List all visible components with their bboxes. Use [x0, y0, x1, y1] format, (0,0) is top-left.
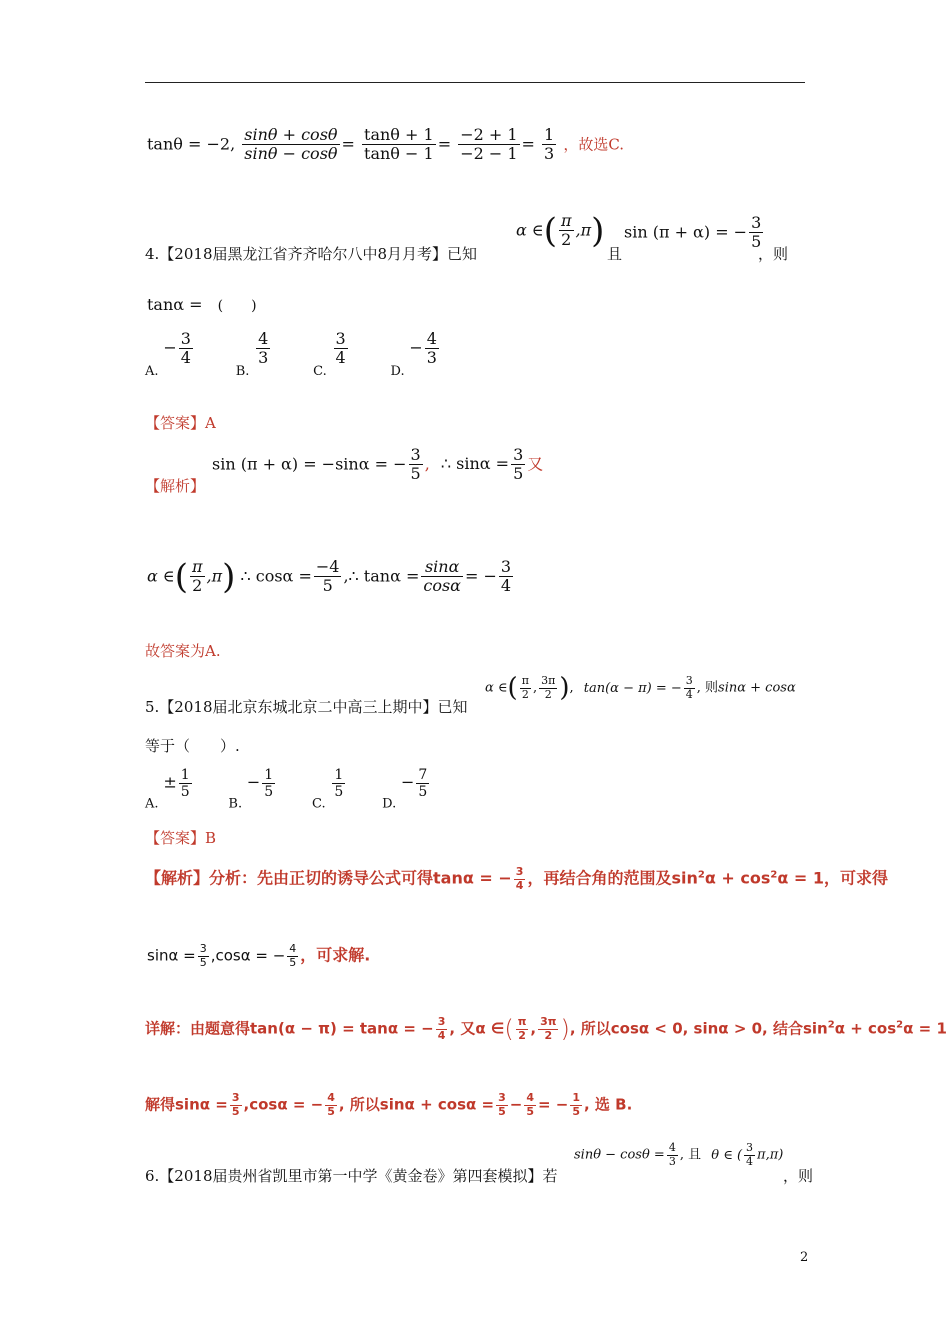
frac-numerator: 4	[668, 1141, 676, 1154]
detail-text: α = 1	[903, 1019, 947, 1038]
q4-option-a	[145, 330, 195, 378]
q5-analysis-line1	[145, 866, 888, 892]
frac-numerator: 3π	[541, 674, 556, 687]
frac-denominator: 2	[192, 576, 203, 596]
alpha-in: α ∈	[147, 566, 175, 586]
frac-denominator: 5	[180, 784, 190, 801]
q4-option-b	[236, 330, 273, 378]
frac-denominator: 2	[544, 687, 552, 701]
tan-expr: tan(α − π) = −	[583, 680, 682, 696]
frac-denominator: 2	[518, 1028, 526, 1042]
frac-denominator: cosα	[423, 576, 461, 596]
frac-numerator: 3	[500, 557, 512, 576]
top-equation-line: tanθ = −2, $\frac{\sin\theta + \cos\theta}{\sin\theta - \cos\theta}$ = $\frac{\tan\theta + 1}{\tan\theta - 1}$ = $\frac{-2 + 1}{-2 - 1}$ = $\frac{1}{3}$ ，故选C.	[147, 125, 625, 164]
frac-numerator: sinα	[421, 558, 463, 577]
frac-numerator: 3	[231, 1091, 240, 1104]
q5-answer: 【答案】B	[145, 829, 217, 847]
q5-option-b	[228, 767, 277, 811]
frac-denominator: 3	[258, 348, 269, 368]
frac-numerator: 3	[751, 213, 762, 232]
sin-expr: sin (π + α) = −	[624, 222, 748, 242]
q5-option-a	[145, 767, 194, 811]
option-label: D.	[382, 796, 397, 812]
frac-denominator: 2	[561, 230, 572, 250]
frac-denominator: 5	[334, 784, 344, 801]
frac-numerator: 1	[572, 1091, 581, 1104]
frac-numerator: 1	[544, 125, 555, 144]
frac-numerator: 3	[410, 445, 421, 464]
frac-denominator: 5	[526, 1104, 534, 1118]
solve-text: 解得sinα =	[145, 1095, 228, 1114]
q6-stem: 6.【2018届贵州省凯里市第一中学《黄金卷》第四套模拟】若	[145, 1167, 558, 1185]
q4-options	[145, 330, 477, 378]
sum-expr: sinα + cosα	[718, 680, 796, 696]
analysis-text: α + cos	[704, 868, 771, 888]
analysis-text: ,cosα = −	[210, 946, 286, 965]
q5-solve	[145, 1092, 632, 1118]
option-label: B.	[228, 796, 243, 812]
q5-stem: 5.【2018届北京东城北京二中高三上期中】已知	[145, 698, 468, 716]
frac-denominator: 4	[180, 348, 191, 368]
exponent: 2	[827, 1019, 835, 1031]
q4-conclusion: 故答案为A.	[145, 642, 221, 660]
frac-numerator: 3	[498, 1091, 506, 1104]
comma-pi: ,π	[575, 220, 592, 240]
q4-and: 且	[607, 245, 623, 263]
tan-expr: ,∴ tanα =	[343, 566, 420, 586]
option-sign: −	[400, 772, 415, 792]
q6-condition	[574, 1142, 783, 1168]
frac-numerator: 7	[418, 767, 428, 783]
frac-numerator: π	[517, 1015, 527, 1028]
frac-denominator: −2 − 1	[460, 144, 518, 164]
q4-tan-line	[147, 297, 257, 313]
frac-denominator: 4	[437, 1028, 446, 1042]
frac-denominator: 4	[685, 687, 693, 701]
frac-denominator: sinθ − cosθ	[244, 144, 338, 164]
detail-text: 详解：由题意得tan(α − π) = tanα = −	[145, 1019, 434, 1038]
frac-numerator: −2 + 1	[460, 125, 518, 144]
frac-denominator: 5	[572, 1104, 581, 1118]
q4-option-d	[391, 330, 441, 378]
comma: ,	[424, 454, 430, 474]
frac-numerator: 3	[180, 329, 191, 348]
tan-eq: tanθ = −2,	[147, 134, 236, 154]
frac-denominator: 4	[515, 878, 524, 892]
frac-numerator: π	[561, 211, 572, 230]
frac-denominator: 2	[544, 1028, 553, 1042]
equals-minus: = −	[538, 1095, 569, 1114]
frac-denominator: 4	[500, 576, 512, 596]
solve-text: , 所以sinα + cosα =	[338, 1095, 495, 1114]
option-sign: ±	[163, 772, 177, 792]
analysis-expr: ∴ sinα =	[440, 454, 510, 474]
answer-blank: ( )	[217, 298, 257, 314]
q4-option-c	[313, 330, 350, 378]
page-number: 2	[800, 1250, 809, 1265]
then-text: , 则	[696, 680, 719, 696]
q5-condition: α ∈( $\frac{\pi}{2}$ , $\frac{3\pi}{2}$ ), tan(α − π) = − $\frac{3}{4}$ , 则sinα + cosα	[485, 673, 796, 704]
choose-c-text: ，故选C.	[563, 135, 625, 154]
frac-numerator: 3	[746, 1141, 754, 1154]
frac-denominator: 3	[426, 348, 437, 368]
frac-denominator: 5	[498, 1104, 506, 1118]
frac-denominator: 5	[322, 576, 333, 596]
frac-denominator: 5	[418, 784, 428, 801]
frac-numerator: 1	[264, 767, 274, 783]
option-label: D.	[390, 363, 405, 379]
option-sign: −	[163, 337, 177, 357]
option-label: C.	[312, 796, 326, 812]
frac-denominator: 4	[335, 348, 346, 368]
frac-denominator: 5	[751, 232, 762, 252]
tan-alpha: tanα =	[147, 295, 203, 314]
frac-numerator: 3	[437, 1015, 446, 1028]
frac-numerator: 3	[685, 674, 693, 687]
frac-numerator: 3π	[540, 1015, 557, 1028]
exponent: 2	[896, 1019, 904, 1031]
exponent: 2	[770, 869, 778, 881]
exponent: 2	[697, 869, 705, 881]
frac-numerator: 3	[335, 329, 346, 348]
q5-options	[145, 767, 467, 811]
frac-numerator: 3	[199, 942, 207, 955]
frac-numerator: π	[192, 557, 203, 576]
cos-expr: ∴ cosα =	[240, 566, 312, 586]
option-label: A.	[145, 796, 159, 812]
q4-analysis-line1	[212, 446, 543, 484]
option-label: C.	[313, 363, 327, 379]
frac-numerator: sinθ + cosθ	[244, 125, 338, 144]
analysis-text: sinα =	[147, 946, 196, 965]
q4-condition: α ∈( $\frac{\pi}{2}$ ,π)	[516, 210, 605, 251]
analysis-text: 【解析】分析：先由正切的诱导公式可得tanα = −	[145, 868, 512, 888]
frac-denominator: 5	[410, 464, 421, 484]
option-sign: −	[246, 772, 261, 792]
frac-numerator: π	[521, 674, 529, 687]
frac-numerator: 3	[513, 445, 524, 464]
frac-denominator: 5	[231, 1104, 240, 1118]
frac-denominator: 3	[668, 1154, 676, 1168]
q4-answer: 【答案】A	[145, 414, 216, 432]
frac-numerator: 4	[526, 1091, 534, 1104]
alpha-in: α ∈	[485, 680, 508, 696]
alpha-in: α ∈	[516, 220, 544, 240]
you-text: 又	[527, 454, 544, 474]
frac-denominator: 5	[264, 784, 274, 801]
frac-denominator: tanθ − 1	[364, 144, 434, 164]
frac-denominator: 2	[521, 687, 529, 701]
analysis-expr: sin (π + α) = −sinα = −	[212, 454, 407, 474]
option-label: B.	[235, 363, 250, 379]
expr: sinθ − cosθ =	[574, 1147, 665, 1163]
q5-analysis-line2	[147, 943, 370, 969]
frac-denominator: 5	[199, 955, 207, 969]
option-label: A.	[145, 363, 159, 379]
equals-minus: = −	[464, 566, 497, 586]
detail-text: , 所以cosα < 0, sinα > 0, 结合sin	[569, 1019, 828, 1038]
comma-pi: ,π	[206, 566, 223, 586]
frac-denominator: 5	[289, 955, 297, 969]
frac-numerator: 4	[327, 1091, 335, 1104]
minus: −	[509, 1095, 523, 1114]
theta-in: θ ∈ (	[711, 1147, 743, 1163]
analysis-text: ，再结合角的范围及sin	[527, 868, 698, 888]
frac-numerator: 3	[515, 865, 524, 878]
frac-denominator: 3	[544, 144, 555, 164]
frac-numerator: 4	[289, 942, 297, 955]
detail-text: , 又α ∈	[449, 1019, 505, 1038]
frac-denominator: 5	[327, 1104, 335, 1118]
analysis-text: α = 1，可求得	[777, 868, 889, 888]
theta-tail: π,π)	[757, 1147, 784, 1163]
q4-analysis-label: 【解析】	[145, 477, 206, 495]
frac-numerator: 4	[426, 329, 437, 348]
q6-then: ，则	[783, 1167, 814, 1185]
q4-sin-expr	[624, 214, 765, 252]
detail-text: α + cos	[834, 1019, 897, 1038]
solve-text: , 选 B.	[584, 1095, 633, 1114]
frac-numerator: −4	[315, 557, 340, 576]
frac-numerator: 1	[334, 767, 344, 783]
q5-equals: 等于（ ）.	[145, 737, 240, 755]
and-text: , 且	[679, 1147, 702, 1163]
q5-option-d	[382, 767, 431, 811]
q5-detail: 详解：由题意得tan(α − π) = tanα = − $\frac{3}{4}$ , 又α ∈( $\frac{\pi}{2}$ , $\frac{3\pi}{2}$ ), 所以cosα < 0, sinα > 0, 结合$\sin^2\alpha + \cos^2\alpha = 1$	[145, 1015, 947, 1044]
q4-analysis-line2: α ∈( $\frac{\pi}{2}$ ,π) ∴ cosα = $\frac{-4}{5}$ ,∴ tanα = $\frac{\sin\alpha}{\cos\alpha}$ = − $\frac{3}{4}$	[147, 556, 512, 597]
frac-denominator: 5	[513, 464, 524, 484]
solve-text: ,cosα = −	[243, 1095, 324, 1114]
frac-numerator: tanθ + 1	[364, 125, 434, 144]
q4-stem: 4.【2018届黑龙江省齐齐哈尔八中8月月考】已知	[145, 245, 478, 263]
frac-numerator: 1	[180, 767, 190, 783]
q4-then: ，则	[758, 245, 789, 263]
frac-denominator: 4	[746, 1154, 754, 1168]
analysis-text: ，可求解.	[300, 945, 371, 965]
frac-numerator: 4	[258, 329, 269, 348]
option-sign: −	[409, 337, 423, 357]
q5-option-c	[312, 767, 347, 811]
header-rule	[145, 82, 805, 83]
